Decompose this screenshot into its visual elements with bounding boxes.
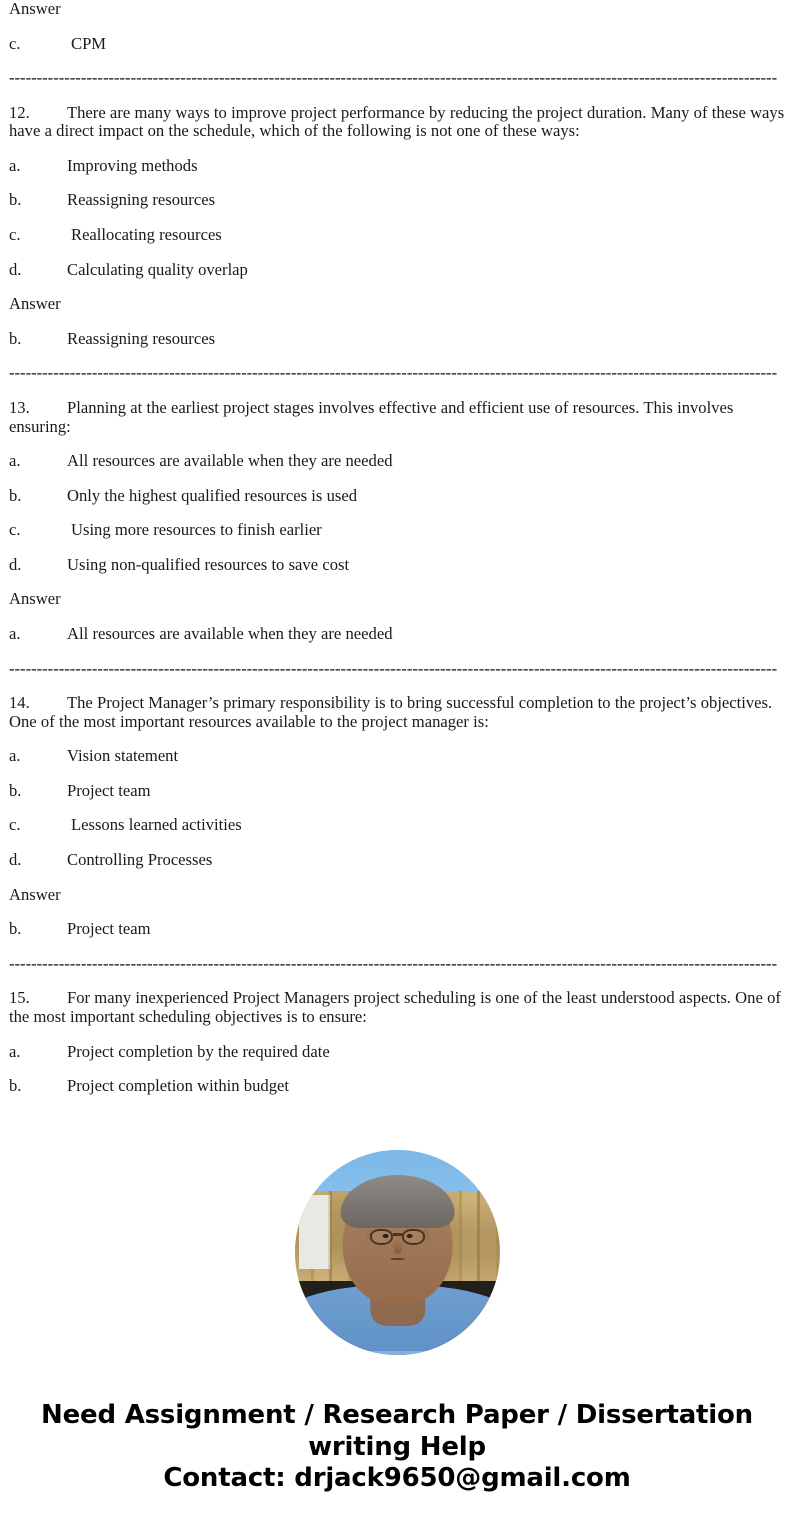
option-letter: d. [9,850,22,870]
answer-option [9,452,786,471]
option-text: All resources are available when they are needed [67,451,393,471]
question-text: There are many ways to improve project performance by reducing the project duration. Many of these ways have a direct impact on the schedule, which of the following is not one of these ways: [9,102,785,141]
photo-lens-left [370,1229,393,1246]
option-letter: c. [9,815,21,835]
footer-ad-contact: Contact: drjack9650@gmail.com [163,1463,631,1494]
answer-option [9,625,786,644]
option-letter: d. [9,554,22,574]
question-text: The Project Manager’s primary responsibility is to bring successful completion to the project’s objectives. One of the most important resources available to the project manager is: [9,693,773,731]
option-text: All resources are available when they are needed [67,623,393,643]
question-paragraph [9,989,786,1026]
option-text: Vision statement [67,746,179,766]
section-separator: ------------------------------------------------------------------------------------------------------------------------------------------- [9,68,778,88]
answer-option [9,487,786,506]
option-letter: b. [9,1076,22,1096]
option-letter: a. [9,1041,21,1061]
question-text: Planning at the earliest project stages involves effective and efficient use of resources. This involves ensuring: [9,397,734,436]
answer-option [9,920,786,939]
footer-ad-line-1: Need Assignment / Research Paper / Dissertation [41,1400,753,1430]
section-separator: ------------------------------------------------------------------------------------------------------------------------------------------- [9,658,778,678]
option-text: Project team [67,780,151,800]
option-text: Reallocating resources [71,225,222,245]
option-text: Only the highest qualified resources is used [67,485,358,505]
photo-white-wall [299,1195,330,1269]
answer-label: Answer [9,589,61,609]
question-number: 14. [9,693,30,713]
footer-advertisement [0,1400,794,1495]
answer-option [9,782,786,801]
photo-mouth [390,1258,404,1260]
answer-label: Answer [9,0,61,18]
photo-collar-right [389,1351,465,1355]
question-number: 13. [9,397,30,417]
photo-nose [393,1240,402,1254]
option-letter: d. [9,259,22,279]
answer-option [9,816,786,835]
question-paragraph [9,399,786,436]
answer-option [9,1077,786,1096]
option-letter: b. [9,919,22,939]
answer-option [9,35,786,54]
answer-option [9,1043,786,1062]
section-separator: ------------------------------------------------------------------------------------------------------------------------------------------- [9,363,778,383]
section-separator: ------------------------------------------------------------------------------------------------------------------------------------------- [9,953,778,973]
option-text: Reassigning resources [67,190,216,210]
option-text: Calculating quality overlap [67,259,248,279]
photo-glasses-bridge [393,1233,402,1236]
option-text: Project team [67,919,151,939]
answer-option [9,851,786,870]
option-letter: c. [9,33,21,53]
option-letter: c. [9,520,21,540]
option-text: CPM [71,33,107,53]
option-letter: a. [9,746,21,766]
footer-ad-line-2: writing Help [308,1431,486,1462]
option-text: Project completion within budget [67,1076,289,1096]
question-paragraph [9,694,786,731]
option-text: Using more resources to finish earlier [71,520,322,540]
option-text: Lessons learned activities [71,815,242,835]
answer-label: Answer [9,294,61,314]
option-letter: c. [9,225,21,245]
photo-lens-right [402,1229,425,1246]
option-letter: b. [9,780,22,800]
option-text: Controlling Processes [67,850,213,870]
question-paragraph [9,104,786,141]
answer-option [9,157,786,176]
option-letter: a. [9,155,21,175]
profile-photo [295,1150,500,1355]
answer-option [9,747,786,766]
answer-option [9,330,786,349]
option-text: Project completion by the required date [67,1041,330,1061]
option-text: Reassigning resources [67,328,216,348]
option-letter: b. [9,485,22,505]
question-text: For many inexperienced Project Managers project scheduling is one of the least understood aspects. One of the most important scheduling objectives is to ensure: [9,988,781,1026]
option-letter: a. [9,623,21,643]
option-letter: a. [9,451,21,471]
answer-option [9,556,786,575]
answer-option [9,191,786,210]
option-letter: b. [9,190,22,210]
option-text: Improving methods [67,155,198,175]
answer-label: Answer [9,884,61,904]
question-number: 12. [9,102,30,122]
profile-photo-circle [295,1150,500,1355]
option-letter: b. [9,328,22,348]
option-text: Using non-qualified resources to save cost [67,554,350,574]
answer-option [9,226,786,245]
answer-option [9,521,786,540]
answer-option [9,261,786,280]
question-number: 15. [9,988,30,1008]
